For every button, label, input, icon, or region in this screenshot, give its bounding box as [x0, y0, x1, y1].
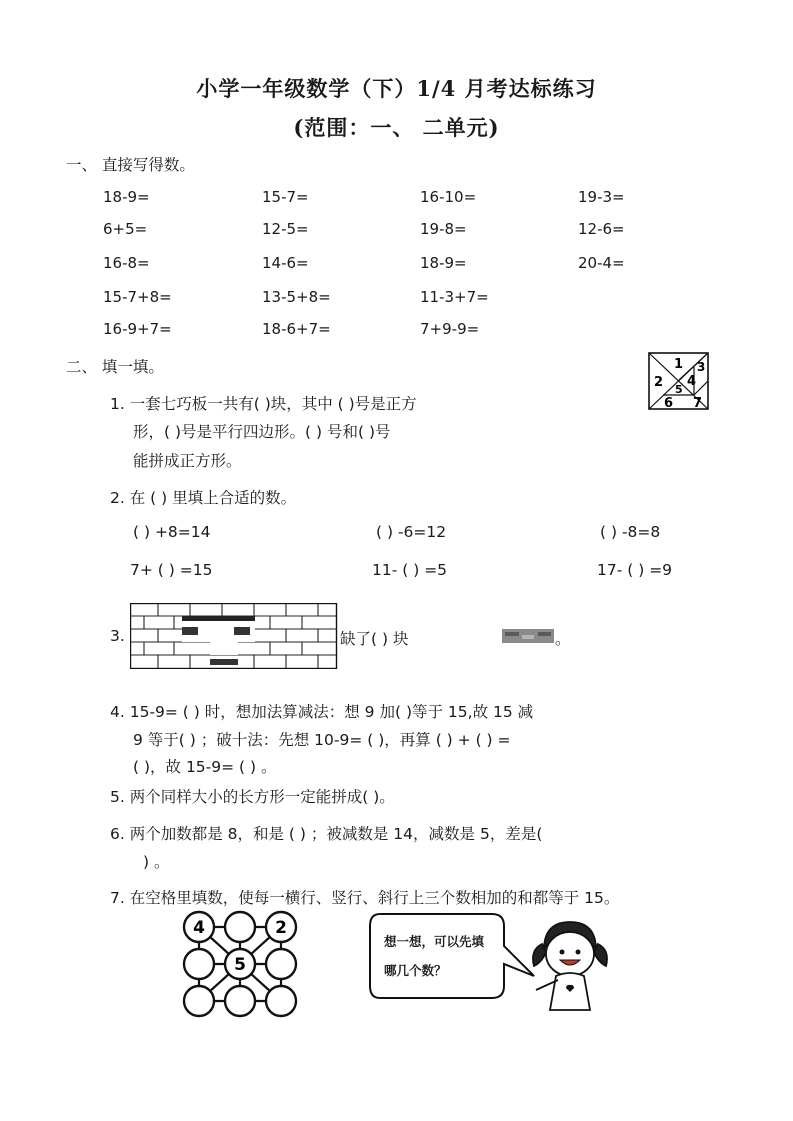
q2-r1c2: ( ) -6=12 [376, 523, 447, 541]
tangram-num-7: 7 [693, 396, 703, 410]
q5-line: 5. 两个同样大小的长方形一定能拼成( )。 [110, 788, 395, 806]
calc-r2c1: 6+5= [103, 220, 148, 238]
q1-line3: 能拼成正方形。 [133, 452, 242, 470]
calc-r3c1: 16-8= [103, 254, 150, 272]
grid-given-top-right: 2 [275, 918, 287, 938]
tangram-num-2: 2 [654, 375, 664, 390]
calc-r3c2: 14-6= [262, 254, 309, 272]
q3-number: 3. [110, 627, 125, 645]
brick-sample-icon [502, 629, 554, 643]
calc-r1c4: 19-3= [578, 188, 625, 206]
q2-r2c2: 11- ( ) =5 [372, 561, 448, 579]
tangram-figure [648, 352, 710, 410]
page-subtitle: (范围：一、 二单元) [293, 115, 500, 140]
calc-r2c4: 12-6= [578, 220, 625, 238]
q2-r2c3: 17- ( ) =9 [597, 561, 673, 579]
magic-square-grid [180, 908, 302, 1018]
q4-line2: 9 等于( ) ；破十法：先想 10-9= ( )，再算 ( ) + ( ) = [133, 731, 511, 749]
tangram-num-3: 3 [697, 360, 706, 374]
calc-r4c3: 11-3+7= [420, 288, 489, 306]
calc-r3c3: 18-9= [420, 254, 467, 272]
q6-line1: 6. 两个加数都是 8，和是 ( ) ；被减数是 14，减数是 5，差是( [110, 825, 543, 843]
q2-line: 2. 在 ( ) 里填上合适的数。 [110, 489, 297, 507]
grid-given-top-left: 4 [193, 918, 205, 938]
calc-r2c3: 19-8= [420, 220, 467, 238]
calc-r5c1: 16-9+7= [103, 320, 172, 338]
calc-r3c4: 20-4= [578, 254, 625, 272]
q3-end: 。 [555, 630, 571, 648]
cartoon-girl-illustration [530, 914, 612, 1014]
calc-r5c2: 18-6+7= [262, 320, 331, 338]
q3-text: 缺了( ) 块 [340, 630, 409, 648]
q2-r1c3: ( ) -8=8 [600, 523, 661, 541]
section-2-heading: 二、 填一填。 [66, 358, 164, 376]
tangram-num-5: 5 [675, 383, 683, 396]
brick-wall [130, 603, 338, 669]
grid-given-center: 5 [234, 955, 246, 975]
page-title: 小学一年级数学（下）1/4 月考达标练习 [196, 76, 597, 101]
bubble-text-line1: 想一想，可以先填 [384, 934, 485, 949]
section-1-heading: 一、 直接写得数。 [66, 156, 195, 174]
q2-r1c1: ( ) +8=14 [133, 523, 211, 541]
calc-r1c1: 18-9= [103, 188, 150, 206]
q6-line2: ) 。 [143, 853, 170, 871]
calc-r1c3: 16-10= [420, 188, 477, 206]
q1-line2: 形，( )号是平行四边形。( ) 号和( )号 [133, 423, 391, 441]
calc-r5c3: 7+9-9= [420, 320, 480, 338]
q1-line1: 1. 一套七巧板一共有( )块，其中 ( )号是正方 [110, 395, 417, 413]
calc-r1c2: 15-7= [262, 188, 309, 206]
q7-line: 7. 在空格里填数，使每一横行、竖行、斜行上三个数相加的和都等于 15。 [110, 889, 620, 907]
q4-line3: ( )，故 15-9= ( ) 。 [133, 758, 277, 776]
q4-line1: 4. 15-9= ( ) 时，想加法算减法：想 9 加( )等于 15,故 15 减 [110, 703, 534, 721]
calc-r4c1: 15-7+8= [103, 288, 172, 306]
calc-r2c2: 12-5= [262, 220, 309, 238]
tangram-num-6: 6 [664, 396, 674, 410]
calc-r4c2: 13-5+8= [262, 288, 331, 306]
tangram-num-1: 1 [674, 357, 684, 372]
tangram-num-4: 4 [687, 374, 697, 389]
bubble-text-line2: 哪几个数？ [384, 963, 447, 978]
q2-r2c1: 7+ ( ) =15 [130, 561, 213, 579]
speech-bubble [368, 912, 538, 1002]
